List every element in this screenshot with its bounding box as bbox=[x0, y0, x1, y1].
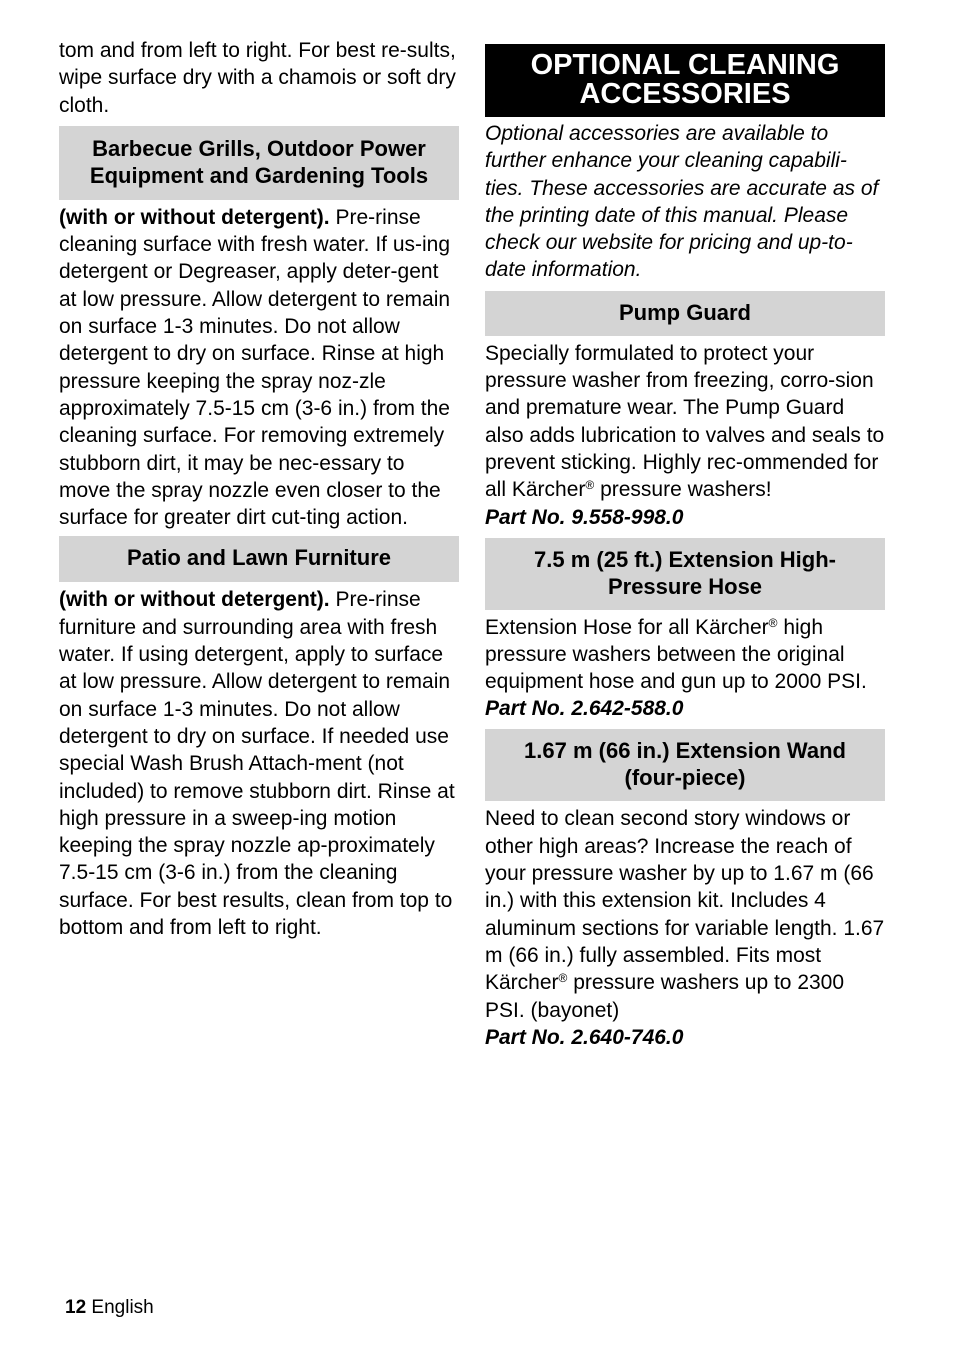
section-heading-pump-guard bbox=[485, 291, 885, 336]
registered-mark: ® bbox=[558, 971, 568, 986]
patio-body: Pre-rinse furniture and surrounding area with fresh water. If using detergent, apply to surface at low pressure. Allow detergent to remain on surface 1-3 minutes. Do not allow detergent to dry on surface. If needed use special Wash Brush Attach-ment (not included) to remove stubborn dirt. Rinse at high pressure in a sweep-ing motion keeping the spray nozzle ap-proximately 7.5-15 cm (3-6 in.) from the cleaning surface. For best results, clean from top to bottom and from left to right. bbox=[59, 588, 455, 940]
page-footer bbox=[65, 1297, 154, 1319]
barbecue-body: Pre-rinse cleaning surface with fresh water. If us-ing detergent or Degreaser, apply deter-gent at low pressure. Allow detergent to remain on surface 1-3 minutes. Do not allow detergent to dry on surface. Rinse at high pressure keeping the spray noz-zle approximately 7.5-15 cm (3-6 in.) from the cleaning surface. For removing extremely stubborn dirt, it may be nec-essary to move the spray nozzle even closer to the surface for greater dirt cut-ting action. bbox=[59, 205, 451, 530]
section-heading-wand-line2: (four-piece) bbox=[624, 765, 746, 791]
pump-guard-part-number: Part No. 9.558-998.0 bbox=[485, 505, 684, 529]
hose-part-number: Part No. 2.642-588.0 bbox=[485, 697, 684, 721]
page-number: 12 bbox=[65, 1297, 87, 1318]
section-heading-patio-text: Patio and Lawn Furniture bbox=[126, 545, 391, 571]
hose-paragraph bbox=[485, 614, 885, 696]
registered-mark: ® bbox=[585, 478, 595, 493]
section-heading-hose-line2: Pressure Hose bbox=[607, 573, 763, 599]
page-title-line2: ACCESSORIES bbox=[579, 78, 791, 110]
registered-mark: ® bbox=[768, 615, 778, 630]
pump-guard-body-end: pressure washers! bbox=[594, 478, 772, 502]
page-title-line1: OPTIONAL CLEANING bbox=[530, 49, 840, 81]
page-title bbox=[485, 44, 885, 117]
patio-paragraph bbox=[59, 586, 459, 941]
section-heading-barbecue-text: Barbecue Grills, Outdoor Power Equipment and Gardening Tools bbox=[89, 135, 429, 188]
right-column bbox=[485, 44, 885, 1051]
pump-guard-body-start: Specially formulated to protect your pressure washer from freezing, corro-sion and premature wear. The Pump Guard also adds lubrication to valves and seals to prevent sticking. Highly rec-ommended for all Kärcher bbox=[485, 341, 885, 502]
section-heading-wand bbox=[485, 729, 885, 801]
section-heading-patio bbox=[59, 536, 459, 582]
barbecue-lead: (with or without detergent). bbox=[59, 205, 330, 229]
barbecue-paragraph bbox=[59, 204, 459, 532]
hose-body-end: high pressure washers between the original equipment hose and gun up to 2000 PSI. bbox=[485, 615, 867, 694]
wand-body-start: Need to clean second story windows or other high areas? Increase the reach of your pressure washer by up to 1.67 m (66 in.) with this extension kit. Includes 4 aluminum sections for variable length. 1.67 m (66 in.) fully assembled. Fits most Kärcher bbox=[485, 807, 885, 995]
left-column bbox=[59, 37, 459, 941]
section-heading-hose bbox=[485, 538, 885, 610]
wand-paragraph bbox=[485, 805, 885, 1023]
intro-paragraph: tom and from left to right. For best re-sults, wipe surface dry with a chamois or soft dry cloth. bbox=[59, 39, 456, 117]
wand-part-number: Part No. 2.640-746.0 bbox=[485, 1025, 684, 1049]
pump-guard-paragraph bbox=[485, 340, 885, 504]
wand-body-end: pressure washers up to 2300 PSI. (bayonet) bbox=[485, 971, 845, 1022]
footer-language: English bbox=[91, 1297, 154, 1318]
accessories-intro: Optional accessories are available to further enhance your cleaning capabili-ties. These accessories are accurate as of the printing date of this manual. Please check our website for pricing and up-to-date information. bbox=[485, 122, 879, 282]
patio-lead: (with or without detergent). bbox=[59, 588, 330, 612]
section-heading-wand-line1: 1.67 m (66 in.) Extension Wand bbox=[524, 738, 846, 764]
section-heading-barbecue bbox=[59, 126, 459, 200]
section-heading-hose-line1: 7.5 m (25 ft.) Extension High- bbox=[534, 546, 836, 572]
section-heading-pump-guard-text: Pump Guard bbox=[618, 299, 751, 325]
hose-body-start: Extension Hose for all Kärcher bbox=[485, 615, 769, 639]
